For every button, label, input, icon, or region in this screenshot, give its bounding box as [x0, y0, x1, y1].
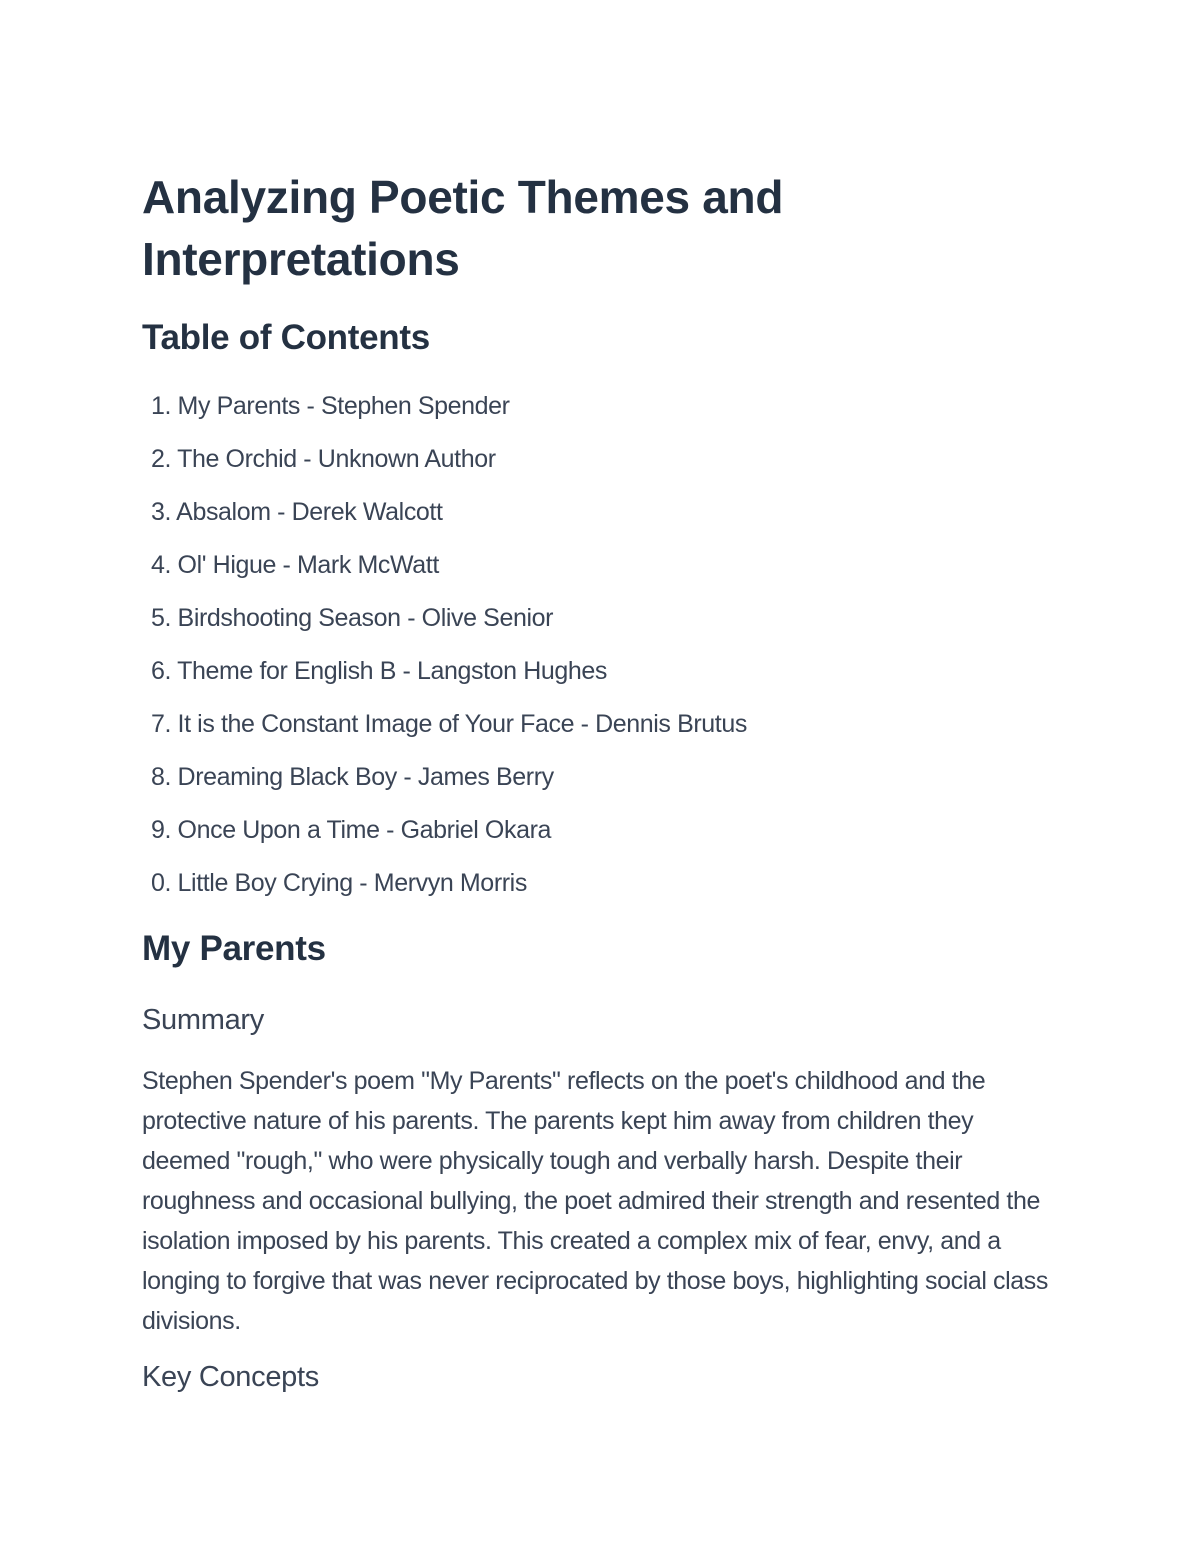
toc-item	[142, 388, 747, 441]
toc-item-text: Birdshooting Season - Olive Senior	[177, 604, 554, 632]
toc-item-number: 9 .	[142, 812, 171, 849]
toc-item-text: Absalom - Derek Walcott	[176, 498, 443, 526]
key-concepts-heading: Key Concepts	[142, 1361, 319, 1393]
toc-item-text: Dreaming Black Boy - James Berry	[177, 763, 554, 791]
toc-item	[142, 706, 747, 759]
document-title: Analyzing Poetic Themes and Interpretations	[142, 171, 784, 285]
toc-item-number: 7 .	[142, 706, 171, 743]
section-heading: My Parents	[142, 929, 326, 968]
toc-item	[142, 812, 747, 865]
toc-item-number: 3 .	[142, 494, 171, 531]
toc-item-number: 8 .	[142, 759, 171, 796]
toc-item	[142, 865, 747, 918]
toc-item-number: 4 .	[142, 547, 171, 584]
toc-item-number: 1 .	[142, 388, 171, 425]
toc-heading: Table of Contents	[142, 318, 430, 357]
toc-item-number: 0 .	[142, 865, 171, 902]
toc-item-number: 2 .	[142, 441, 171, 478]
toc-item-text: It is the Constant Image of Your Face - Dennis Brutus	[177, 710, 747, 738]
toc-item-number: 5 .	[142, 600, 171, 637]
toc-item	[142, 441, 747, 494]
toc-item	[142, 653, 747, 706]
toc-item-text: Little Boy Crying - Mervyn Morris	[177, 869, 527, 897]
toc-item-text: Ol' Higue - Mark McWatt	[177, 551, 439, 579]
toc-item-text: The Orchid - Unknown Author	[177, 445, 496, 473]
toc-item-text: My Parents - Stephen Spender	[177, 392, 510, 420]
toc-item	[142, 547, 747, 600]
toc-item	[142, 600, 747, 653]
toc-item	[142, 494, 747, 547]
toc-item-text: Once Upon a Time - Gabriel Okara	[177, 816, 552, 844]
table-of-contents	[142, 388, 747, 918]
toc-item-text: Theme for English B - Langston Hughes	[177, 657, 607, 685]
toc-item	[142, 759, 747, 812]
toc-item-number: 6 .	[142, 653, 171, 690]
summary-heading: Summary	[142, 1004, 264, 1036]
summary-paragraph: Stephen Spender's poem "My Parents" reflects on the poet's childhood and the protective nature of his parents. The parents kept him away from children they deemed "rough," who were physically tough and verbally harsh. Despite their roughness and occasional bullying, the poet admired their strength and resented the isolation imposed by his parents. This created a complex mix of fear, envy, and a longing to forgive that was never reciprocated by those boys, highlighting social class divisions.	[142, 1067, 1049, 1335]
